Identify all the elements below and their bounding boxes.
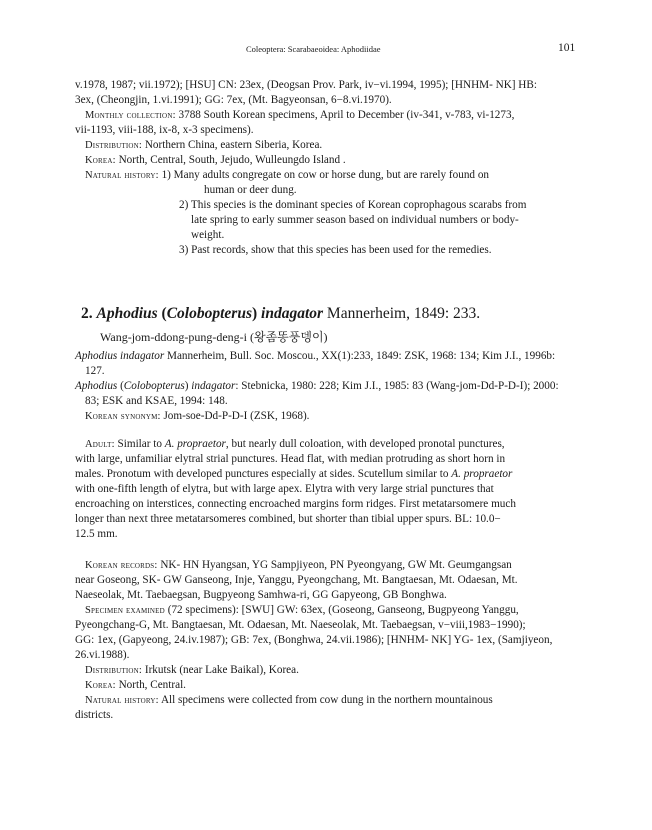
korea: Korea: North, Central. <box>85 679 186 691</box>
genus: Aphodius <box>96 305 158 322</box>
text-line: with large, unfamiliar elytral strial punctures. Head flat, with median protruding as short horn in <box>75 453 506 465</box>
text-line: encroaching on interstices, connecting encroached margins form ridges. First metatarsomere much <box>75 498 516 510</box>
text-line: 3ex, (Cheongjin, 1.vi.1991); GG: 7ex, (Mt. Bagyeonsan, 6−8.vi.1970). <box>75 94 392 106</box>
text-line: 2) This species is the dominant species of Korean coprophagous scarabs from <box>179 199 527 211</box>
section-label: Korean synonym: <box>85 411 161 422</box>
section-label: Korea: <box>85 680 116 691</box>
synonym-name: Aphodius <box>75 380 118 392</box>
natural-history: Natural history: All specimens were collected from cow dung in the northern mountainous <box>85 694 493 706</box>
text-line: longer than next three metatarsomeres combined, but shorter than tibial upper spurs. BL: 10.0− <box>75 513 501 525</box>
text-line: late spring to early summer season based on individual numbers or body- <box>191 214 519 226</box>
subgenus: Colobopterus <box>166 305 252 322</box>
text-line: North, Central, South, Jejudo, Wulleungdo Island . <box>118 154 346 166</box>
species-number: 2. <box>81 305 93 322</box>
text-line: with one-fifth length of elytra, but with large apex. Elytra with very large strial punctures that <box>75 483 494 495</box>
korean-common-name: Wang-jom-ddong-pung-deng-i (왕좀똥풍뎅이) <box>100 330 328 344</box>
section-label: Adult: <box>85 439 115 450</box>
text-line: near Goseong, SK- GW Ganseong, Inje, Yanggu, Pyeongchang, Mt. Bangtaesan, Mt. Odaesan, Mt. <box>75 574 518 586</box>
synonym-entry <box>75 349 579 364</box>
text-line: 3788 South Korean specimens, April to December (iv-341, v-783, vi-1273, <box>178 109 515 121</box>
section-label: Distribution: <box>85 665 143 676</box>
text-line: Northern China, eastern Siberia, Korea. <box>144 139 323 151</box>
text-line: Jom-soe-Dd-P-D-I (ZSK, 1968). <box>163 410 310 422</box>
korean-synonym <box>75 409 579 424</box>
text-line: 1) Many adults congregate on cow or horse dung, but are rarely found on <box>161 169 490 181</box>
synonym-epithet: indagator <box>191 380 236 392</box>
page-number: 101 <box>558 42 576 54</box>
subgenus-paren: (Colobopterus) <box>161 305 258 322</box>
text-line: Adult: Similar to A. propraetor, but nearly dull coloation, with developed pronotal punctures, <box>85 438 505 450</box>
synonymy <box>75 349 579 424</box>
synonym-subgenus: (Colobopterus) <box>120 380 189 392</box>
text-line: 83; ESK and KSAE, 1994: 148. <box>85 395 228 407</box>
running-head-title: Coleoptera: Scarabaeoidea: Aphodiidae <box>246 44 381 54</box>
previous-species-records <box>75 78 579 258</box>
species-epithet: indagator <box>261 305 324 322</box>
text-line: Naeseolak, Mt. Taebaegsan, Bugpyeong Samhwa-ri, GG Gapyeong, GB Bonghwa. <box>75 589 447 601</box>
records-section <box>75 558 579 723</box>
synonym-entry <box>75 379 579 394</box>
section-label: Distribution: <box>85 140 143 151</box>
text-line: weight. <box>191 229 225 241</box>
specimen-examined: Specimen examined (72 specimens): [SWU] GW: 63ex, (Goseong, Ganseong, Bugpyeong Yanggu, <box>85 604 519 616</box>
korea <box>75 153 579 168</box>
text-line: GG: 1ex, (Gapyeong, 24.iv.1987); GB: 7ex, (Bonghwa, 24.vii.1986); [HNHM- NK] YG- 1ex, (Samjiyeon, <box>75 634 553 646</box>
section-label: Natural history: <box>85 170 159 181</box>
text-line: vii-1193, viii-188, ix-8, x-3 specimens). <box>75 124 254 136</box>
text-line: v.1978, 1987; vii.1972); [HSU] CN: 23ex, (Deogsan Prov. Park, iv−vi.1994, 1995); [HNHM- NK] HB: <box>75 79 537 91</box>
adult-description <box>75 437 579 542</box>
text-line: Pyeongchang-G, Mt. Bangtaesan, Mt. Odaesan, Mt. Naeseolak, Mt. Taebaegsan, v−viii,1983−1990); <box>75 619 526 631</box>
synonym-name: Aphodius indagator <box>75 350 165 362</box>
text-line: human or deer dung. <box>204 184 297 196</box>
monthly-collection <box>75 108 579 123</box>
text-line: 3) Past records, show that this species has been used for the remedies. <box>179 244 492 256</box>
distribution: Distribution: Irkutsk (near Lake Baikal), Korea. <box>85 664 299 676</box>
species-heading <box>81 305 480 323</box>
text-line: 127. <box>85 365 105 377</box>
text-line: 12.5 mm. <box>75 528 118 540</box>
text-line: districts. <box>75 709 114 721</box>
section-label: Korean records: <box>85 560 158 571</box>
text-line: Mannerheim, Bull. Soc. Moscou., XX(1):233, 1849: ZSK, 1968: 134; Kim J.I., 1996b: <box>167 350 556 362</box>
section-label: Natural history: <box>85 695 159 706</box>
section-label: Monthly collection: <box>85 110 176 121</box>
text-line: : Stebnicka, 1980: 228; Kim J.I., 1985: 83 (Wang-jom-Dd-P-D-I); 2000: <box>235 380 559 392</box>
text-line: males. Pronotum with developed punctures especially at sides. Scutellum similar to A. propraetor <box>75 468 513 480</box>
section-label: Specimen examined <box>85 605 165 616</box>
section-label: Korea: <box>85 155 116 166</box>
distribution <box>75 138 579 153</box>
korean-records: Korean records: NK- HN Hyangsan, YG Sampjiyeon, PN Pyeongyang, GW Mt. Geumgangsan <box>85 559 512 571</box>
natural-history <box>75 168 579 183</box>
text-line: 26.vi.1988). <box>75 649 130 661</box>
species-authority: Mannerheim, 1849: 233. <box>326 305 481 322</box>
